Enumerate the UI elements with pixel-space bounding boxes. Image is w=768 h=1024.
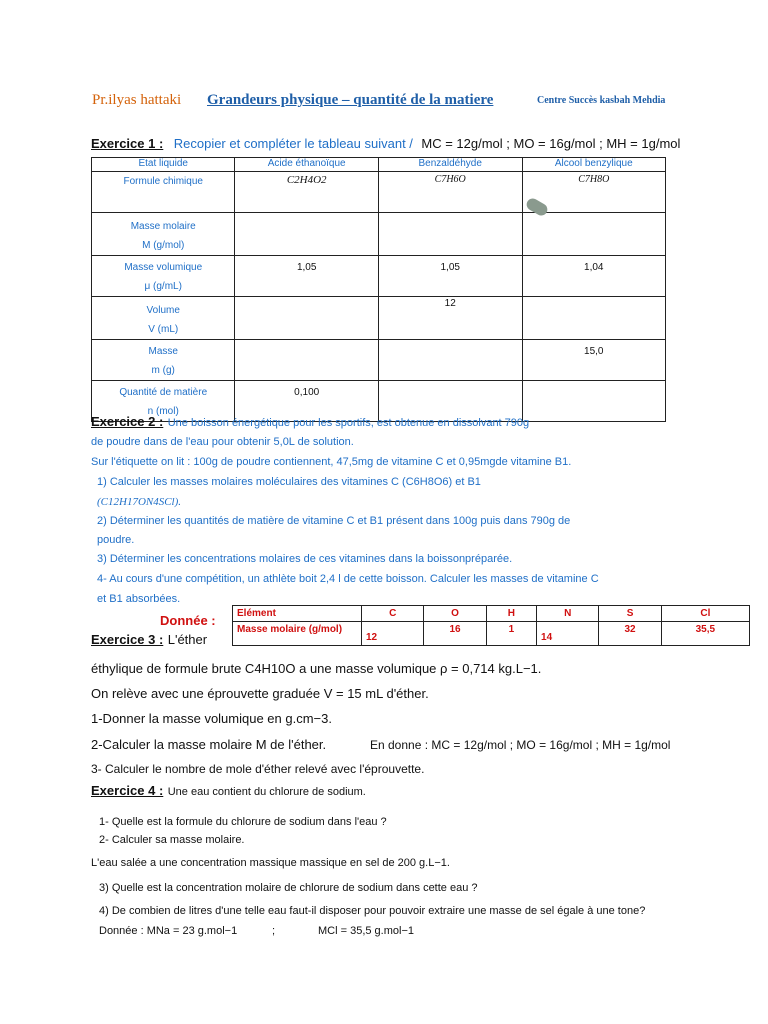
- table-cell: C7H6O: [434, 174, 466, 185]
- row-label: Masse volumique: [124, 262, 203, 273]
- table-cell: 12: [444, 298, 456, 309]
- row-label: Masse: [148, 346, 178, 357]
- exercise-2-line: [91, 413, 529, 431]
- exercise-4-text: 3) Quelle est la concentration molaire de chlorure de sodium dans cette eau ?: [99, 882, 478, 894]
- exercise-1-title: Exercice 1 :: [91, 136, 164, 151]
- exercise-4-text: 1- Quelle est la formule du chlorure de sodium dans l'eau ?: [99, 816, 387, 828]
- table-header-cell: Alcool benzylique: [522, 158, 666, 172]
- center-name: Centre Succès kasbah Mehdia: [537, 95, 666, 106]
- exercise-3-title: Exercice 3 :: [91, 632, 164, 647]
- author: Pr.ilyas hattaki: [92, 92, 182, 108]
- exercise-2-text: 1) Calculer les masses molaires moléculaires des vitamines C (C6H8O6) et B1: [97, 476, 481, 488]
- exercise-2-text: poudre.: [97, 534, 135, 546]
- exercise-4-text: 4) De combien de litres d'une telle eau faut-il disposer pour pouvoir extraire une masse de sel égale à une tone?: [99, 905, 646, 917]
- exercise-3-text: 1-Donner la masse volumique en g.cm−3.: [91, 711, 332, 726]
- table-header-cell: Elément: [233, 606, 362, 622]
- table-cell: [235, 297, 378, 340]
- exercise-1-masses: MC = 12g/mol ; MO = 16g/mol ; MH = 1g/mol: [421, 136, 681, 151]
- table-cell: [378, 340, 522, 381]
- table-cell: [522, 213, 666, 256]
- table-row: [92, 213, 666, 256]
- exercise-3-text: éthylique de formule brute C4H10O a une masse volumique ρ = 0,714 kg.L−1.: [91, 661, 542, 676]
- row-label: Masse molaire (g/mol): [233, 622, 362, 646]
- table-cell: 12: [362, 622, 424, 646]
- row-label: Masse molaire: [130, 221, 196, 232]
- exercise-2-text: 2) Déterminer les quantités de matière de vitamine C et B1 présent dans 100g puis dans 790g de: [97, 515, 571, 527]
- exercise-3-text: On relève avec une éprouvette graduée V = 15 mL d'éther.: [91, 686, 429, 701]
- row-unit: n (mol): [147, 406, 179, 417]
- table-cell: 35,5: [661, 622, 749, 646]
- exercise-2-text: Une boisson énergétique pour les sportifs, est obtenue en dissolvant 790g: [167, 417, 530, 429]
- exercise-2-text: de poudre dans de l'eau pour obtenir 5,0L de solution.: [91, 436, 354, 448]
- table-header-cell: Acide éthanoïque: [235, 158, 378, 172]
- row-unit: μ (g/mL): [144, 281, 182, 292]
- exercise-4-heading: [91, 782, 366, 800]
- row-label: Formule chimique: [123, 176, 203, 187]
- table-header-cell: S: [599, 606, 661, 622]
- exercise-4-text: 2- Calculer sa masse molaire.: [99, 834, 245, 846]
- table-cell: 1: [486, 622, 536, 646]
- exercise-2-text: 3) Déterminer les concentrations molaires de ces vitamines dans la boissonpréparée.: [97, 553, 513, 565]
- table-cell: 15,0: [584, 346, 604, 357]
- table-cell: [378, 213, 522, 256]
- table-cell: 1,05: [296, 262, 317, 273]
- exercise-4-intro: Une eau contient du chlorure de sodium.: [167, 786, 366, 798]
- row-label: Volume: [146, 305, 180, 316]
- exercise-3-intro: L'éther: [167, 632, 208, 647]
- exercise-1-instruction: Recopier et compléter le tableau suivant /: [173, 136, 413, 151]
- table-header-cell: C: [362, 606, 424, 622]
- exercise-3-data: En donne : MC = 12g/mol ; MO = 16g/mol ; MH = 1g/mol: [370, 738, 671, 752]
- table-cell: 0,100: [294, 387, 320, 398]
- table-cell: [235, 213, 378, 256]
- table-row: [92, 172, 666, 213]
- exercise-4-title: Exercice 4 :: [91, 783, 164, 798]
- table-header-cell: H: [486, 606, 536, 622]
- table-header-cell: Cl: [661, 606, 749, 622]
- table-header-cell: Etat liquide: [92, 158, 235, 172]
- molar-mass-table: [232, 605, 750, 646]
- exercise-2-title: Exercice 2 :: [91, 414, 164, 429]
- exercise-1-heading: [91, 135, 680, 153]
- table-cell: [235, 340, 378, 381]
- row-unit: M (g/mol): [142, 240, 185, 251]
- table-row: [92, 340, 666, 381]
- exercise-2-text: Sur l'étiquette on lit : 100g de poudre contiennent, 47,5mg de vitamine C et 0,95mgde vitamine B1.: [91, 456, 572, 468]
- exercise-3-text: 3- Calculer le nombre de mole d'éther relevé avec l'éprouvette.: [91, 762, 425, 776]
- exercise-4-data: Donnée : MNa = 23 g.mol−1: [99, 925, 238, 937]
- table-cell: C7H8O: [578, 174, 610, 185]
- separator: ;: [272, 925, 276, 937]
- table-header-cell: O: [424, 606, 486, 622]
- row-label: Quantité de matière: [119, 387, 208, 398]
- exercise-4-text: L'eau salée a une concentration massique massique en sel de 200 g.L−1.: [91, 857, 450, 869]
- exercise-3-text: 2-Calculer la masse molaire M de l'éther.: [91, 737, 327, 752]
- donnee-label: Donnée :: [160, 613, 216, 628]
- exercise-2-text: 4- Au cours d'une compétition, un athlète boit 2,4 l de cette boisson. Calculer les masses de vitamine C: [97, 573, 599, 585]
- page-title: Grandeurs physique – quantité de la matiere: [207, 92, 494, 108]
- table-cell: 14: [537, 622, 599, 646]
- row-unit: m (g): [151, 365, 175, 376]
- exercise-3-heading: [91, 631, 207, 649]
- exercise-2-text: (C12H17ON4SCl).: [97, 496, 182, 508]
- exercise-1-table: [91, 157, 666, 422]
- table-cell: [522, 381, 666, 422]
- table-row: [92, 297, 666, 340]
- table-cell: 1,05: [440, 262, 460, 273]
- exercise-4-data: MCl = 35,5 g.mol−1: [318, 925, 414, 937]
- table-cell: 16: [424, 622, 486, 646]
- table-cell: C2H4O2: [286, 174, 327, 186]
- row-unit: V (mL): [148, 324, 179, 335]
- table-cell: 1,04: [584, 262, 604, 273]
- table-row: [92, 256, 666, 297]
- table-cell: [522, 297, 666, 340]
- table-header-cell: Benzaldéhyde: [378, 158, 522, 172]
- table-header-cell: N: [537, 606, 599, 622]
- exercise-2-text: et B1 absorbées.: [97, 593, 181, 605]
- table-row: [233, 622, 750, 646]
- table-cell: 32: [599, 622, 661, 646]
